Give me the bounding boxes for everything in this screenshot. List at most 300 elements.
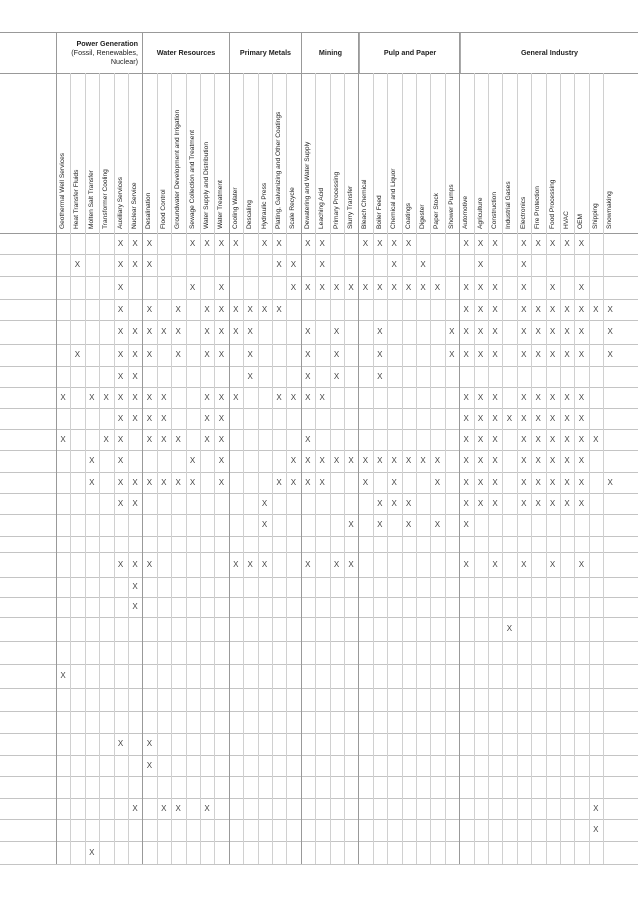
application-mark: X bbox=[506, 413, 513, 423]
column-divider bbox=[128, 73, 129, 864]
application-mark: X bbox=[204, 238, 210, 248]
application-mark: X bbox=[146, 739, 153, 748]
application-mark: X bbox=[362, 477, 369, 487]
column-header: Primary Processing bbox=[332, 171, 340, 229]
application-mark: X bbox=[117, 498, 124, 508]
row-divider bbox=[0, 233, 638, 234]
application-mark: X bbox=[564, 238, 570, 248]
application-mark: X bbox=[319, 260, 325, 269]
application-mark: X bbox=[247, 559, 253, 569]
application-mark: X bbox=[117, 350, 124, 359]
application-mark: X bbox=[578, 456, 585, 465]
column-divider bbox=[186, 73, 187, 864]
application-mark: X bbox=[218, 282, 225, 292]
application-mark: X bbox=[117, 559, 124, 569]
application-mark: X bbox=[477, 413, 484, 423]
group-title: Mining bbox=[318, 48, 343, 57]
group-title: Water Resources bbox=[156, 48, 216, 57]
application-mark: X bbox=[521, 282, 527, 292]
column-header: Leaching Acid bbox=[318, 187, 326, 229]
application-mark: X bbox=[261, 498, 268, 508]
application-mark: X bbox=[593, 803, 599, 813]
column-divider bbox=[85, 73, 86, 864]
application-mark: X bbox=[204, 392, 210, 402]
column-divider bbox=[546, 73, 547, 864]
application-mark: X bbox=[463, 282, 469, 292]
application-mark: X bbox=[492, 456, 498, 465]
application-mark: X bbox=[607, 477, 613, 487]
application-mark: X bbox=[521, 559, 527, 569]
row-divider bbox=[0, 552, 638, 553]
application-mark: X bbox=[261, 520, 268, 529]
column-header: Nuclear Service bbox=[131, 182, 138, 229]
application-mark: X bbox=[463, 350, 469, 359]
application-mark: X bbox=[333, 371, 340, 381]
application-mark: X bbox=[434, 282, 441, 292]
application-mark: X bbox=[549, 477, 556, 487]
column-header: Transformer Cooling bbox=[102, 169, 110, 229]
application-mark: X bbox=[492, 413, 498, 423]
column-header: Plating, Galvanizing and Other Coatings bbox=[275, 111, 282, 229]
application-mark: X bbox=[175, 327, 181, 336]
application-mark: X bbox=[391, 238, 397, 248]
application-mark: X bbox=[132, 477, 138, 487]
application-mark: X bbox=[593, 825, 599, 834]
application-mark: X bbox=[204, 803, 210, 813]
application-mark: X bbox=[89, 456, 95, 465]
application-mark: X bbox=[391, 456, 397, 465]
application-mark: X bbox=[492, 327, 498, 336]
column-header: HVAC bbox=[563, 211, 570, 229]
application-mark: X bbox=[377, 498, 383, 508]
row-divider bbox=[0, 472, 638, 473]
application-mark: X bbox=[333, 282, 340, 292]
application-mark: X bbox=[578, 304, 585, 314]
column-header: Slurry Transfer bbox=[347, 185, 354, 229]
application-mark: X bbox=[578, 559, 585, 569]
row-divider bbox=[0, 688, 638, 689]
column-header: Geothermal Well Services bbox=[59, 152, 66, 229]
application-mark: X bbox=[276, 304, 282, 314]
column-header: Boiler Feed bbox=[375, 195, 383, 229]
application-mark: X bbox=[535, 477, 541, 487]
application-mark: X bbox=[535, 304, 541, 314]
application-mark: X bbox=[132, 260, 138, 269]
row-divider bbox=[0, 841, 638, 842]
application-mark: X bbox=[348, 456, 354, 465]
application-mark: X bbox=[564, 498, 570, 508]
application-mark: X bbox=[117, 434, 124, 444]
application-mark: X bbox=[391, 477, 397, 487]
application-mark: X bbox=[117, 739, 124, 748]
application-mark: X bbox=[477, 456, 484, 465]
application-mark: X bbox=[377, 456, 383, 465]
application-mark: X bbox=[175, 350, 181, 359]
row-divider bbox=[0, 276, 638, 277]
application-mark: X bbox=[290, 392, 297, 402]
group-title: Power Generation bbox=[76, 39, 138, 48]
application-mark: X bbox=[305, 282, 311, 292]
application-mark: X bbox=[146, 260, 153, 269]
application-mark: X bbox=[117, 413, 124, 423]
row-divider bbox=[0, 733, 638, 734]
application-mark: X bbox=[132, 327, 138, 336]
application-mark: X bbox=[305, 238, 311, 248]
application-mark: X bbox=[463, 327, 469, 336]
column-divider bbox=[330, 73, 331, 864]
application-mark: X bbox=[377, 520, 383, 529]
application-mark: X bbox=[549, 238, 556, 248]
application-mark: X bbox=[348, 520, 354, 529]
column-divider bbox=[258, 73, 259, 864]
application-mark: X bbox=[521, 413, 527, 423]
application-mark: X bbox=[103, 434, 109, 444]
row-divider bbox=[0, 450, 638, 451]
application-mark: X bbox=[189, 282, 196, 292]
column-header: Cooling Water bbox=[231, 187, 239, 229]
row-divider bbox=[0, 798, 638, 799]
application-mark: X bbox=[305, 456, 311, 465]
column-header: Shipping bbox=[591, 203, 599, 229]
application-mark: X bbox=[477, 498, 484, 508]
application-mark: X bbox=[593, 304, 599, 314]
column-header: Hydraulic Press bbox=[260, 182, 268, 229]
application-mark: X bbox=[549, 559, 556, 569]
column-divider bbox=[272, 73, 273, 864]
application-mark: X bbox=[60, 671, 66, 680]
application-mark: X bbox=[492, 238, 498, 248]
column-divider bbox=[373, 73, 374, 864]
application-mark: X bbox=[420, 456, 426, 465]
application-mark: X bbox=[333, 327, 340, 336]
application-mark: X bbox=[348, 559, 354, 569]
application-mark: X bbox=[117, 327, 124, 336]
application-mark: X bbox=[290, 260, 297, 269]
application-mark: X bbox=[233, 327, 239, 336]
application-mark: X bbox=[132, 413, 138, 423]
application-mark: X bbox=[477, 434, 484, 444]
application-mark: X bbox=[117, 260, 124, 269]
application-mark: X bbox=[549, 304, 556, 314]
application-mark: X bbox=[117, 238, 124, 248]
application-mark: X bbox=[391, 498, 397, 508]
application-mark: X bbox=[175, 304, 181, 314]
application-mark: X bbox=[233, 304, 239, 314]
application-mark: X bbox=[161, 803, 167, 813]
row-divider bbox=[0, 320, 638, 321]
application-mark: X bbox=[132, 238, 138, 248]
application-mark: X bbox=[492, 434, 498, 444]
application-mark: X bbox=[132, 803, 138, 813]
application-mark: X bbox=[218, 456, 225, 465]
application-mark: X bbox=[305, 392, 311, 402]
application-mark: X bbox=[161, 327, 167, 336]
column-header: Electronics bbox=[519, 196, 527, 229]
application-mark: X bbox=[535, 413, 541, 423]
application-mark: X bbox=[261, 238, 268, 248]
application-mark: X bbox=[420, 260, 426, 269]
application-mark: X bbox=[549, 498, 556, 508]
application-mark: X bbox=[305, 477, 311, 487]
application-mark: X bbox=[146, 304, 153, 314]
application-mark: X bbox=[117, 392, 124, 402]
application-mark: X bbox=[578, 238, 585, 248]
application-mark: X bbox=[146, 350, 153, 359]
column-divider bbox=[531, 73, 532, 864]
column-header: Water Treatment bbox=[217, 180, 225, 229]
column-divider bbox=[387, 73, 388, 864]
application-mark: X bbox=[247, 371, 253, 381]
application-mark: X bbox=[521, 392, 527, 402]
application-mark: X bbox=[233, 238, 239, 248]
application-mark: X bbox=[175, 477, 181, 487]
application-mark: X bbox=[405, 520, 412, 529]
application-mark: X bbox=[492, 477, 498, 487]
application-mark: X bbox=[290, 456, 297, 465]
column-header: Fire Protection bbox=[534, 186, 542, 229]
application-mark: X bbox=[593, 434, 599, 444]
application-mark: X bbox=[564, 304, 570, 314]
application-mark: X bbox=[477, 260, 484, 269]
column-divider bbox=[214, 73, 215, 864]
row-divider bbox=[0, 514, 638, 515]
row-divider bbox=[0, 254, 638, 255]
application-mark: X bbox=[463, 498, 469, 508]
column-header: Descaling bbox=[246, 200, 254, 229]
column-header: Dewatering and Water Supply bbox=[303, 141, 311, 229]
application-mark: X bbox=[175, 803, 181, 813]
application-mark: X bbox=[477, 392, 484, 402]
application-mark: X bbox=[492, 304, 498, 314]
application-mark: X bbox=[463, 477, 469, 487]
row-divider bbox=[0, 819, 638, 820]
application-mark: X bbox=[535, 238, 541, 248]
column-header: Auxiliary Services bbox=[116, 176, 124, 229]
column-header: Groundwater Development and Irrigation bbox=[174, 109, 182, 229]
application-mark: X bbox=[319, 477, 325, 487]
application-mark: X bbox=[319, 392, 325, 402]
row-divider bbox=[0, 299, 638, 300]
column-header: OEM bbox=[577, 213, 585, 229]
row-divider bbox=[0, 641, 638, 642]
application-mark: X bbox=[146, 327, 153, 336]
column-divider bbox=[589, 73, 590, 864]
application-mark: X bbox=[535, 434, 541, 444]
application-mark: X bbox=[74, 260, 81, 269]
column-header: Food Processing bbox=[548, 179, 556, 229]
row-divider bbox=[0, 776, 638, 777]
column-divider bbox=[430, 73, 431, 864]
application-mark: X bbox=[132, 582, 138, 591]
column-divider bbox=[243, 73, 244, 864]
application-mark: X bbox=[564, 413, 570, 423]
column-divider bbox=[488, 73, 489, 864]
application-mark: X bbox=[564, 477, 570, 487]
application-mark: X bbox=[333, 456, 340, 465]
application-mark: X bbox=[549, 327, 556, 336]
row-divider bbox=[0, 32, 638, 33]
application-mark: X bbox=[549, 282, 556, 292]
application-mark: X bbox=[204, 327, 210, 336]
application-mark: X bbox=[535, 327, 541, 336]
application-mark: X bbox=[549, 456, 556, 465]
row-divider bbox=[0, 711, 638, 712]
application-mark: X bbox=[391, 282, 397, 292]
group-title: Pulp and Paper bbox=[383, 48, 437, 57]
application-mark: X bbox=[477, 238, 484, 248]
application-mark: X bbox=[132, 350, 138, 359]
application-mark: X bbox=[218, 434, 225, 444]
application-mark: X bbox=[434, 520, 441, 529]
application-mark: X bbox=[305, 371, 311, 381]
application-mark: X bbox=[405, 498, 412, 508]
application-mark: X bbox=[261, 304, 268, 314]
group-title: Primary Metals bbox=[239, 48, 292, 57]
application-mark: X bbox=[377, 282, 383, 292]
application-mark: X bbox=[578, 327, 585, 336]
application-mark: X bbox=[218, 238, 225, 248]
application-mark: X bbox=[492, 282, 498, 292]
column-divider bbox=[474, 73, 475, 864]
application-mark: X bbox=[290, 477, 297, 487]
column-header: Paper Stock bbox=[433, 193, 441, 229]
application-mark: X bbox=[132, 498, 138, 508]
application-mark: X bbox=[564, 392, 570, 402]
application-mark: X bbox=[276, 392, 282, 402]
application-mark: X bbox=[132, 602, 138, 611]
application-mark: X bbox=[132, 371, 138, 381]
column-divider bbox=[603, 73, 604, 864]
application-mark: X bbox=[189, 477, 196, 487]
application-mark: X bbox=[60, 392, 66, 402]
application-mark: X bbox=[348, 282, 354, 292]
application-mark: X bbox=[463, 456, 469, 465]
column-divider bbox=[445, 73, 446, 864]
application-mark: X bbox=[333, 559, 340, 569]
row-divider bbox=[0, 755, 638, 756]
application-mark: X bbox=[477, 327, 484, 336]
application-mark: X bbox=[161, 434, 167, 444]
application-mark: X bbox=[391, 260, 397, 269]
application-mark: X bbox=[405, 282, 412, 292]
application-mark: X bbox=[405, 238, 412, 248]
application-mark: X bbox=[521, 260, 527, 269]
application-mark: X bbox=[521, 498, 527, 508]
application-mark: X bbox=[549, 392, 556, 402]
column-divider bbox=[70, 73, 71, 864]
row-divider bbox=[0, 617, 638, 618]
column-divider bbox=[99, 73, 100, 864]
column-divider bbox=[517, 73, 518, 864]
application-mark: X bbox=[146, 760, 153, 770]
application-mark: X bbox=[161, 413, 167, 423]
group-subtitle: (Fossil, Renewables, bbox=[71, 48, 138, 57]
application-mark: X bbox=[521, 477, 527, 487]
application-mark: X bbox=[74, 350, 81, 359]
application-mark: X bbox=[492, 392, 498, 402]
application-mark: X bbox=[305, 327, 311, 336]
row-divider bbox=[0, 344, 638, 345]
column-header: Construction bbox=[491, 191, 498, 229]
application-mark: X bbox=[521, 456, 527, 465]
application-mark: X bbox=[132, 559, 138, 569]
application-mark: X bbox=[146, 559, 153, 569]
column-header: Industrial Gases bbox=[505, 181, 513, 229]
application-mark: X bbox=[463, 413, 469, 423]
column-divider bbox=[574, 73, 575, 864]
application-mark: X bbox=[319, 282, 325, 292]
application-mark: X bbox=[578, 498, 585, 508]
column-divider bbox=[56, 32, 57, 864]
application-mark: X bbox=[449, 350, 455, 359]
column-divider bbox=[416, 73, 417, 864]
row-divider bbox=[0, 597, 638, 598]
row-divider bbox=[0, 664, 638, 665]
column-divider bbox=[200, 73, 201, 864]
row-divider bbox=[0, 429, 638, 430]
column-header: Chemical and Liquor bbox=[390, 168, 398, 229]
application-mark: X bbox=[276, 260, 282, 269]
application-mark: X bbox=[434, 477, 441, 487]
application-mark: X bbox=[117, 456, 124, 465]
group-subtitle: Nuclear) bbox=[110, 57, 138, 66]
application-mark: X bbox=[607, 327, 613, 336]
row-divider bbox=[0, 73, 638, 74]
column-divider bbox=[157, 73, 158, 864]
column-divider bbox=[402, 73, 403, 864]
application-mark: X bbox=[233, 392, 239, 402]
column-divider bbox=[315, 73, 316, 864]
column-header: Scale Recycle bbox=[289, 187, 297, 229]
application-mark: X bbox=[463, 392, 469, 402]
application-mark: X bbox=[218, 413, 225, 423]
application-mark: X bbox=[463, 520, 469, 529]
column-header: Coatings bbox=[404, 202, 412, 229]
application-mark: X bbox=[117, 282, 124, 292]
application-mark: X bbox=[521, 350, 527, 359]
column-header: Sewage Collection and Treatment bbox=[188, 130, 196, 229]
application-mark: X bbox=[276, 238, 282, 248]
application-mark: X bbox=[362, 282, 369, 292]
application-mark: X bbox=[261, 559, 268, 569]
row-divider bbox=[0, 536, 638, 537]
application-mark: X bbox=[146, 413, 153, 423]
application-mark: X bbox=[377, 371, 383, 381]
application-mark: X bbox=[420, 282, 426, 292]
group-title: General Industry bbox=[520, 48, 579, 57]
column-divider bbox=[560, 73, 561, 864]
column-header: Heat Transfer Fluids bbox=[73, 169, 81, 229]
application-mark: X bbox=[60, 434, 66, 444]
application-mark: X bbox=[218, 477, 225, 487]
application-mark: X bbox=[305, 350, 311, 359]
application-mark: X bbox=[319, 456, 325, 465]
application-mark: X bbox=[463, 238, 469, 248]
application-mark: X bbox=[564, 350, 570, 359]
application-mark: X bbox=[535, 498, 541, 508]
column-header: Bleach Chemical bbox=[361, 179, 369, 229]
column-divider bbox=[358, 32, 359, 864]
column-header: Snowmaking bbox=[606, 191, 614, 229]
column-divider bbox=[171, 73, 172, 864]
application-mark: X bbox=[506, 624, 513, 633]
application-mark: X bbox=[578, 392, 585, 402]
application-mark: X bbox=[477, 282, 484, 292]
application-mark: X bbox=[305, 559, 311, 569]
row-divider bbox=[0, 387, 638, 388]
application-mark: X bbox=[204, 350, 210, 359]
application-mark: X bbox=[463, 559, 469, 569]
